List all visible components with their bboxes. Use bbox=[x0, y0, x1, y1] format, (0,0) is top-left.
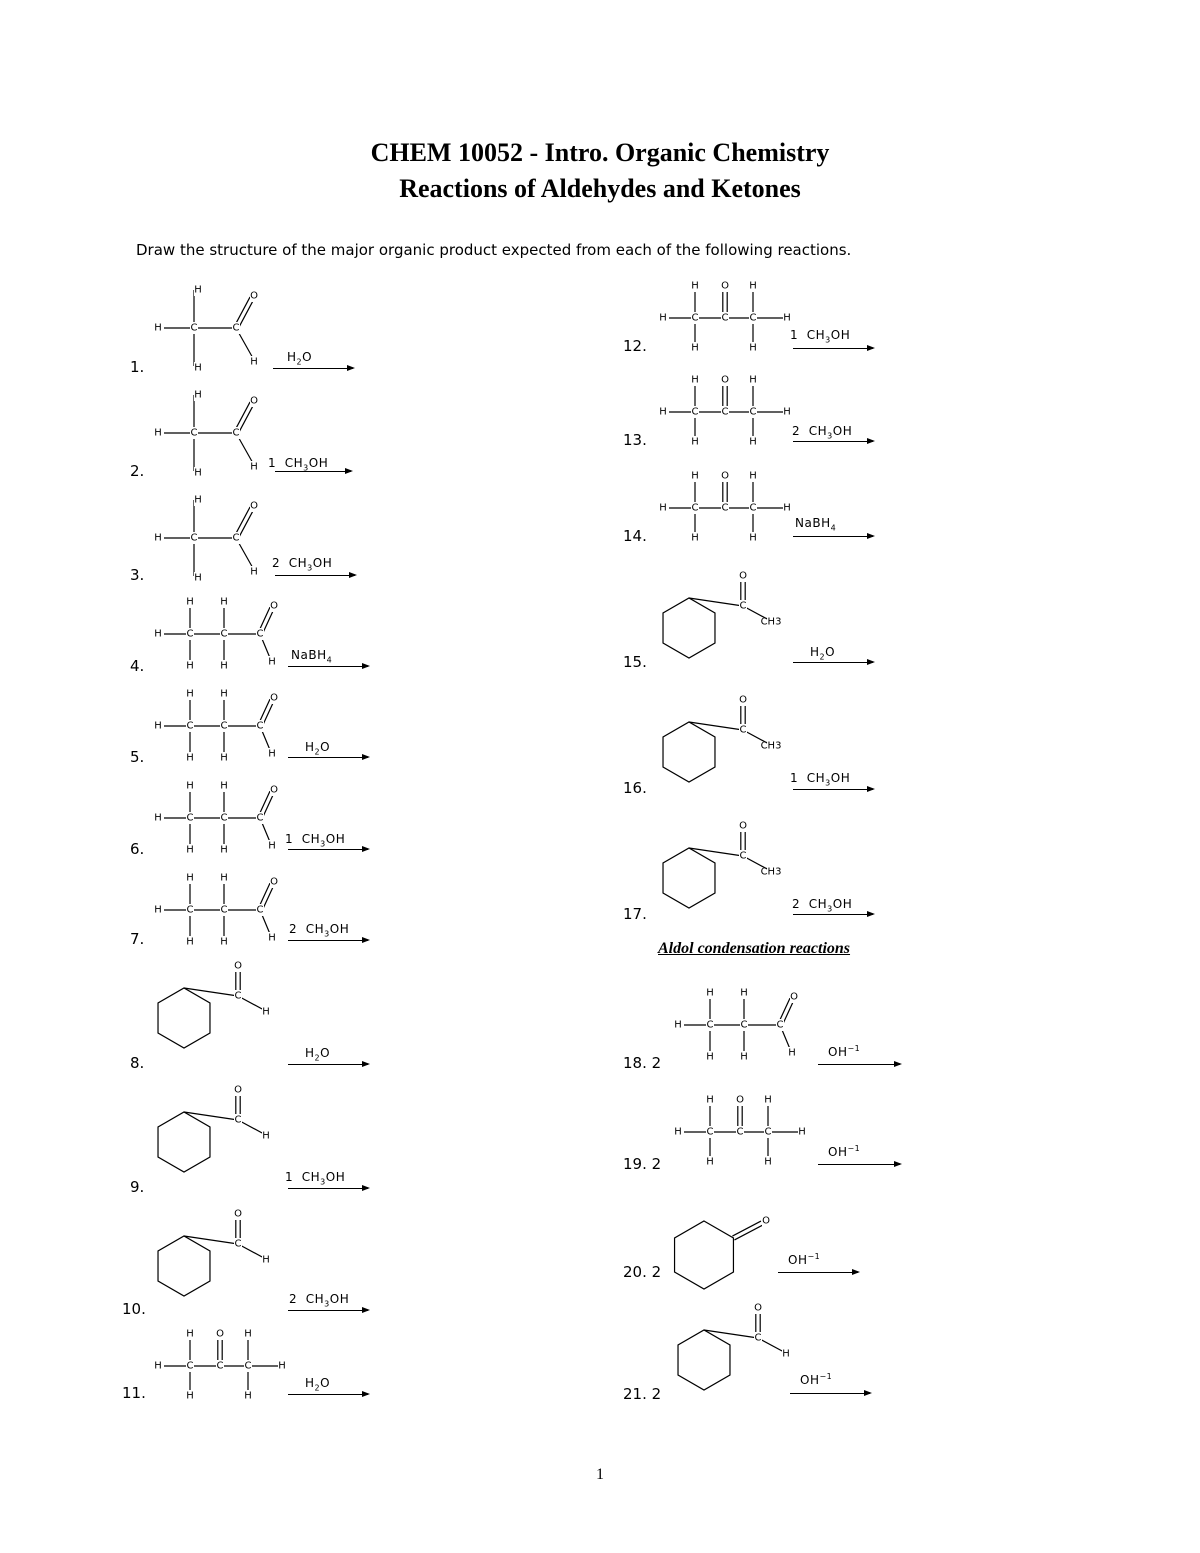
ring bbox=[158, 1236, 210, 1296]
atom-label: H bbox=[659, 406, 667, 418]
ring bbox=[158, 1112, 210, 1172]
atom-label: C bbox=[186, 812, 194, 824]
ring bbox=[663, 722, 715, 782]
atom-label: H bbox=[783, 406, 791, 418]
atom-label: O bbox=[739, 694, 747, 706]
atom-label: C bbox=[190, 427, 198, 439]
reagent-label: NaBH$_4$ bbox=[291, 648, 333, 665]
atom-label: H bbox=[194, 284, 202, 296]
problem-number: 16. bbox=[623, 779, 647, 797]
problem-number: 1. bbox=[130, 358, 145, 376]
problem-number: 15. bbox=[623, 653, 647, 671]
atom-label: C bbox=[749, 502, 757, 514]
reagent-label: 1 $CH_3OH$ bbox=[285, 832, 346, 849]
atom-label: H bbox=[740, 987, 748, 999]
atom-label: H bbox=[691, 470, 699, 482]
problem-number: 3. bbox=[130, 566, 145, 584]
atom-label: H bbox=[782, 1348, 790, 1360]
molecule-structure bbox=[655, 470, 795, 574]
reaction-arrow bbox=[790, 1393, 870, 1394]
atom-label: H bbox=[268, 656, 276, 668]
atom-label: H bbox=[262, 1006, 270, 1018]
propanal-structure bbox=[150, 686, 290, 786]
acetone-structure bbox=[655, 374, 795, 474]
atom-label: O bbox=[721, 470, 729, 482]
atom-label: H bbox=[278, 1360, 286, 1372]
reagent-label: $OH^{-1}$ bbox=[828, 1144, 861, 1159]
acetaldehyde-structure bbox=[150, 490, 290, 590]
atom-label: H bbox=[262, 1130, 270, 1142]
atom-label: C bbox=[244, 1360, 252, 1372]
atom-label: C bbox=[256, 812, 264, 824]
molecule-structure bbox=[150, 1328, 290, 1432]
propanal-structure bbox=[150, 870, 290, 970]
ring bbox=[158, 988, 210, 1048]
atom-label: C bbox=[190, 322, 198, 334]
atom-label: C bbox=[749, 312, 757, 324]
instructions: Draw the structure of the major organic product expected from each of the following reactions. bbox=[136, 241, 852, 259]
atom-label: H bbox=[674, 1019, 682, 1031]
atom-label: O bbox=[250, 290, 258, 302]
atom-label: C bbox=[256, 720, 264, 732]
molecule-structure bbox=[655, 692, 795, 796]
reaction-arrow bbox=[288, 757, 368, 758]
atom-label: CH3 bbox=[760, 740, 782, 752]
cyclohexyl methyl ketone-structure bbox=[655, 568, 795, 668]
reagent-label: $OH^{-1}$ bbox=[788, 1252, 821, 1267]
problem-number: 13. bbox=[623, 431, 647, 449]
reagent-label: 2 $CH_3OH$ bbox=[289, 922, 350, 939]
atom-label: O bbox=[234, 1208, 242, 1220]
molecule-structure bbox=[150, 490, 290, 594]
atom-label: C bbox=[234, 1238, 242, 1250]
page-title: CHEM 10052 - Intro. Organic Chemistry bbox=[370, 138, 830, 167]
reaction-arrow bbox=[288, 1310, 368, 1311]
problem-number: 14. bbox=[623, 527, 647, 545]
molecule-structure bbox=[655, 374, 795, 478]
acetone-structure bbox=[655, 470, 795, 570]
cyclohexanecarbaldehyde-structure bbox=[670, 1300, 810, 1400]
atom-label: C bbox=[691, 502, 699, 514]
problem-number: 21. 2 bbox=[623, 1385, 662, 1403]
atom-label: O bbox=[790, 991, 798, 1003]
ring bbox=[663, 848, 715, 908]
atom-label: H bbox=[220, 936, 228, 948]
page-subtitle: Reactions of Aldehydes and Ketones bbox=[399, 174, 801, 203]
atom-label: C bbox=[739, 724, 747, 736]
atom-label: H bbox=[250, 356, 258, 368]
reaction-arrow bbox=[275, 471, 351, 472]
atom-label: C bbox=[721, 312, 729, 324]
atom-label: C bbox=[736, 1126, 744, 1138]
reagent-label: $H_2O$ bbox=[305, 1376, 331, 1393]
molecule-structure bbox=[655, 280, 795, 384]
atom-label: H bbox=[154, 720, 162, 732]
atom-label: H bbox=[706, 1156, 714, 1168]
page-number: 1 bbox=[596, 1466, 604, 1483]
reagent-label: $OH^{-1}$ bbox=[800, 1372, 833, 1387]
atom-label: H bbox=[783, 312, 791, 324]
atom-label: H bbox=[740, 1051, 748, 1063]
acetone-structure bbox=[670, 1094, 810, 1194]
atom-label: C bbox=[186, 628, 194, 640]
ring bbox=[663, 598, 715, 658]
ring bbox=[675, 1221, 734, 1289]
problem-number: 9. bbox=[130, 1178, 145, 1196]
atom-label: H bbox=[706, 1094, 714, 1106]
atom-label: H bbox=[788, 1047, 796, 1059]
atom-label: C bbox=[190, 532, 198, 544]
propanal-structure bbox=[670, 985, 810, 1085]
atom-label: C bbox=[256, 628, 264, 640]
atom-label: C bbox=[186, 1360, 194, 1372]
problem-number: 17. bbox=[623, 905, 647, 923]
cyclohexyl methyl ketone-structure bbox=[655, 692, 795, 792]
atom-label: C bbox=[234, 1114, 242, 1126]
atom-label: C bbox=[232, 427, 240, 439]
molecule-structure bbox=[670, 1094, 810, 1198]
atom-label: C bbox=[186, 904, 194, 916]
atom-label: C bbox=[721, 502, 729, 514]
reaction-arrow bbox=[818, 1064, 900, 1065]
cyclohexanecarbaldehyde-structure bbox=[150, 958, 290, 1058]
reagent-label: 2 $CH_3OH$ bbox=[792, 897, 853, 914]
molecule-structure bbox=[655, 568, 795, 672]
atom-label: C bbox=[232, 322, 240, 334]
atom-label: C bbox=[232, 532, 240, 544]
molecule-structure bbox=[150, 1082, 290, 1186]
atom-label: H bbox=[244, 1328, 252, 1340]
atom-label: C bbox=[691, 312, 699, 324]
atom-label: H bbox=[186, 780, 194, 792]
atom-label: O bbox=[762, 1215, 770, 1227]
atom-label: C bbox=[220, 904, 228, 916]
acetone-structure bbox=[150, 1328, 290, 1428]
atom-label: O bbox=[270, 692, 278, 704]
atom-label: H bbox=[220, 872, 228, 884]
atom-label: H bbox=[194, 494, 202, 506]
atom-label: CH3 bbox=[760, 866, 782, 878]
reagent-label: $H_2O$ bbox=[305, 1046, 331, 1063]
atom-label: O bbox=[721, 280, 729, 292]
cyclohexyl methyl ketone-structure bbox=[655, 818, 795, 918]
atom-label: H bbox=[186, 688, 194, 700]
molecule-structure bbox=[670, 985, 810, 1089]
atom-label: C bbox=[740, 1019, 748, 1031]
reaction-arrow bbox=[793, 536, 873, 537]
atom-label: H bbox=[194, 572, 202, 584]
atom-label: O bbox=[754, 1302, 762, 1314]
aldol-section-heading: Aldol condensation reactions bbox=[658, 940, 851, 957]
atom-label: H bbox=[250, 566, 258, 578]
atom-label: C bbox=[739, 600, 747, 612]
cyclohexanecarbaldehyde-structure bbox=[150, 1082, 290, 1182]
atom-label: H bbox=[659, 312, 667, 324]
atom-label: CH3 bbox=[760, 616, 782, 628]
atom-label: H bbox=[749, 374, 757, 386]
atom-label: H bbox=[220, 752, 228, 764]
atom-label: H bbox=[194, 467, 202, 479]
molecule-structure bbox=[150, 778, 290, 882]
reaction-arrow bbox=[288, 1188, 368, 1189]
problem-number: 6. bbox=[130, 840, 145, 858]
atom-label: C bbox=[754, 1332, 762, 1344]
atom-label: H bbox=[154, 1360, 162, 1372]
atom-label: H bbox=[186, 660, 194, 672]
atom-label: O bbox=[234, 1084, 242, 1096]
cyclohexanecarbaldehyde-structure bbox=[150, 1206, 290, 1306]
problem-number: 20. 2 bbox=[623, 1263, 662, 1281]
problem-number: 7. bbox=[130, 930, 145, 948]
problem-number: 2. bbox=[130, 462, 145, 480]
atom-label: C bbox=[691, 406, 699, 418]
atom-label: H bbox=[154, 322, 162, 334]
cyclohexanone-structure bbox=[670, 1195, 810, 1295]
atom-label: H bbox=[749, 280, 757, 292]
problem-number: 18. 2 bbox=[623, 1054, 662, 1072]
problem-number: 8. bbox=[130, 1054, 145, 1072]
ring bbox=[678, 1330, 730, 1390]
problem-number: 4. bbox=[130, 657, 145, 675]
atom-label: H bbox=[194, 389, 202, 401]
molecule-structure bbox=[655, 818, 795, 922]
atom-label: H bbox=[268, 932, 276, 944]
molecule-structure bbox=[150, 958, 290, 1062]
atom-label: C bbox=[234, 990, 242, 1002]
atom-label: O bbox=[234, 960, 242, 972]
atom-label: C bbox=[749, 406, 757, 418]
reagent-label: $H_2O$ bbox=[287, 350, 313, 367]
reagent-label: $H_2O$ bbox=[305, 740, 331, 757]
atom-label: H bbox=[764, 1094, 772, 1106]
reaction-arrow bbox=[288, 940, 368, 941]
reaction-arrow bbox=[288, 849, 368, 850]
atom-label: H bbox=[186, 596, 194, 608]
atom-label: H bbox=[220, 688, 228, 700]
reaction-arrow bbox=[778, 1272, 858, 1273]
atom-label: H bbox=[764, 1156, 772, 1168]
reaction-arrow bbox=[288, 1394, 368, 1395]
reaction-arrow bbox=[275, 575, 355, 576]
atom-label: C bbox=[220, 720, 228, 732]
atom-label: H bbox=[268, 840, 276, 852]
atom-label: C bbox=[764, 1126, 772, 1138]
reagent-label: 1 $CH_3OH$ bbox=[268, 456, 329, 473]
reagent-label: 1 $CH_3OH$ bbox=[790, 328, 851, 345]
atom-label: H bbox=[268, 748, 276, 760]
atom-label: H bbox=[250, 461, 258, 473]
reaction-arrow bbox=[793, 914, 873, 915]
atom-label: C bbox=[739, 850, 747, 862]
atom-label: H bbox=[691, 342, 699, 354]
atom-label: H bbox=[262, 1254, 270, 1266]
atom-label: O bbox=[270, 876, 278, 888]
atom-label: H bbox=[244, 1390, 252, 1402]
reagent-label: 2 $CH_3OH$ bbox=[792, 424, 853, 441]
reagent-label: 2 $CH_3OH$ bbox=[272, 556, 333, 573]
reagent-label: $H_2O$ bbox=[810, 645, 836, 662]
atom-label: H bbox=[691, 374, 699, 386]
reagent-label: $OH^{-1}$ bbox=[828, 1044, 861, 1059]
problem-number: 10. bbox=[122, 1300, 146, 1318]
atom-label: H bbox=[749, 436, 757, 448]
atom-label: H bbox=[798, 1126, 806, 1138]
acetaldehyde-structure bbox=[150, 280, 290, 380]
molecule-structure bbox=[150, 1206, 290, 1310]
molecule-structure bbox=[670, 1195, 810, 1299]
atom-label: O bbox=[250, 500, 258, 512]
reagent-label: 2 $CH_3OH$ bbox=[289, 1292, 350, 1309]
atom-label: H bbox=[749, 342, 757, 354]
atom-label: H bbox=[154, 427, 162, 439]
atom-label: O bbox=[739, 570, 747, 582]
atom-label: H bbox=[154, 812, 162, 824]
atom-label: C bbox=[706, 1126, 714, 1138]
atom-label: C bbox=[706, 1019, 714, 1031]
atom-label: H bbox=[194, 362, 202, 374]
atom-label: O bbox=[250, 395, 258, 407]
reaction-arrow bbox=[288, 666, 368, 667]
atom-label: O bbox=[270, 600, 278, 612]
atom-label: C bbox=[721, 406, 729, 418]
problem-number: 5. bbox=[130, 748, 145, 766]
atom-label: H bbox=[749, 532, 757, 544]
molecule-structure bbox=[150, 280, 290, 384]
atom-label: H bbox=[706, 987, 714, 999]
reagent-label: 1 $CH_3OH$ bbox=[790, 771, 851, 788]
problem-number: 11. bbox=[122, 1384, 146, 1402]
atom-label: H bbox=[220, 780, 228, 792]
reaction-arrow bbox=[793, 662, 873, 663]
atom-label: H bbox=[691, 436, 699, 448]
reaction-arrow bbox=[793, 348, 873, 349]
molecule-structure bbox=[150, 385, 290, 489]
reaction-arrow bbox=[793, 789, 873, 790]
atom-label: H bbox=[691, 532, 699, 544]
reagent-label: 1 $CH_3OH$ bbox=[285, 1170, 346, 1187]
atom-label: O bbox=[736, 1094, 744, 1106]
reagent-label: NaBH$_4$ bbox=[795, 516, 837, 533]
acetone-structure bbox=[655, 280, 795, 380]
propanal-structure bbox=[150, 778, 290, 878]
atom-label: O bbox=[721, 374, 729, 386]
atom-label: H bbox=[186, 752, 194, 764]
atom-label: H bbox=[154, 532, 162, 544]
atom-label: C bbox=[220, 628, 228, 640]
atom-label: H bbox=[783, 502, 791, 514]
atom-label: H bbox=[154, 628, 162, 640]
reaction-arrow bbox=[273, 368, 353, 369]
atom-label: H bbox=[674, 1126, 682, 1138]
reaction-arrow bbox=[288, 1064, 368, 1065]
atom-label: H bbox=[691, 280, 699, 292]
atom-label: H bbox=[220, 660, 228, 672]
propanal-structure bbox=[150, 594, 290, 694]
atom-label: H bbox=[186, 936, 194, 948]
molecule-structure bbox=[150, 686, 290, 790]
atom-label: O bbox=[270, 784, 278, 796]
atom-label: C bbox=[220, 812, 228, 824]
problem-number: 12. bbox=[623, 337, 647, 355]
atom-label: C bbox=[216, 1360, 224, 1372]
atom-label: O bbox=[216, 1328, 224, 1340]
atom-label: C bbox=[256, 904, 264, 916]
reaction-arrow bbox=[793, 441, 873, 442]
atom-label: H bbox=[220, 596, 228, 608]
atom-label: H bbox=[220, 844, 228, 856]
atom-label: H bbox=[706, 1051, 714, 1063]
molecule-structure bbox=[670, 1300, 810, 1404]
atom-label: H bbox=[154, 904, 162, 916]
atom-label: H bbox=[186, 1390, 194, 1402]
reaction-arrow bbox=[818, 1164, 900, 1165]
problem-number: 19. 2 bbox=[623, 1155, 662, 1173]
atom-label: H bbox=[659, 502, 667, 514]
atom-label: C bbox=[776, 1019, 784, 1031]
atom-label: C bbox=[186, 720, 194, 732]
atom-label: H bbox=[186, 844, 194, 856]
atom-label: H bbox=[186, 872, 194, 884]
atom-label: O bbox=[739, 820, 747, 832]
atom-label: H bbox=[749, 470, 757, 482]
molecule-structure bbox=[150, 594, 290, 698]
atom-label: H bbox=[186, 1328, 194, 1340]
